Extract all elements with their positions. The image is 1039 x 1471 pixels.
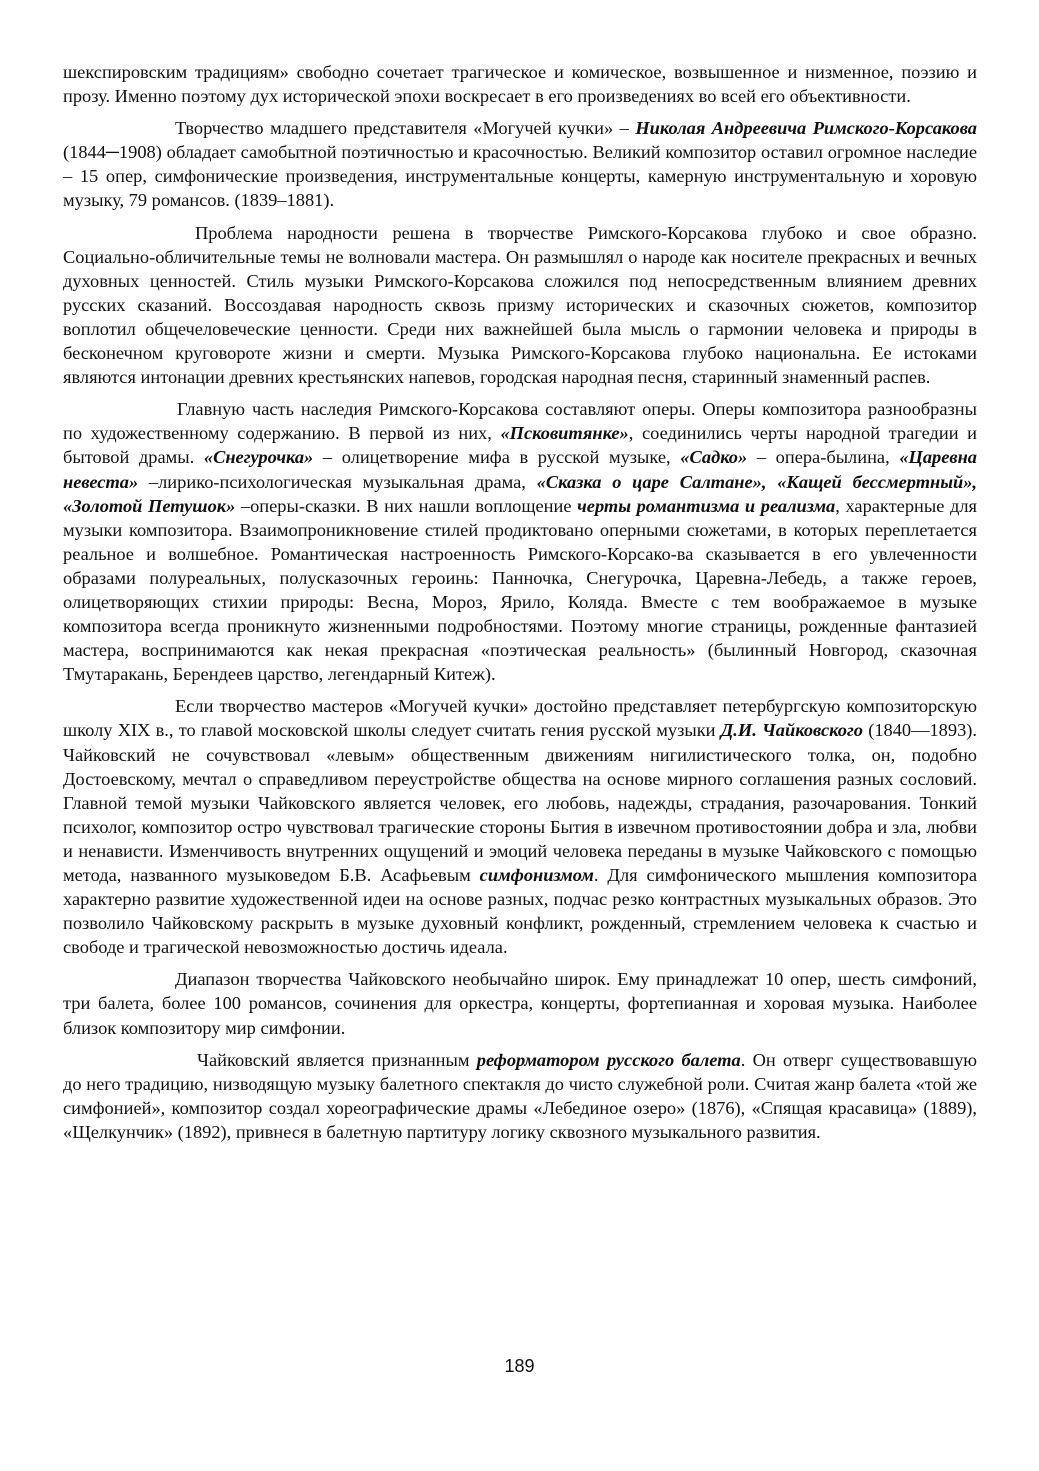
emphasized-text: «Сказка о царе Салтане», «Кащей бессмертный», «Золотой Петушок» — [63, 471, 977, 516]
text-segment: Если творчество мастеров «Могучей кучки» достойно представляет петербургскую композиторскую школу XIX в., то главой московской школы следует считать гения русской музыки — [63, 696, 977, 741]
text-segment: , соединились черты народной трагедии и бытовой драмы. — [63, 423, 978, 468]
document-body — [63, 60, 977, 1152]
paragraph — [63, 694, 977, 959]
text-segment: . Он отверг существовавшую до него традицию, низводящую музыку балетного спектакля до чисто служебной роли. Считая жанр балета «той же симфонией», композитор создал хореографические драмы «Лебединое озеро» (1876), «Спящая красавица» (1889), «Щелкунчик» (1892), привнеся в балетную партитуру логику сквозного музыкального развития. — [63, 1049, 977, 1142]
paragraph — [63, 1048, 977, 1144]
paragraph — [63, 116, 977, 212]
emphasized-text: симфонизмом — [479, 865, 594, 885]
text-segment: . Для симфонического мышления композитора характерно развитие художественной идеи на основе разных, подчас резко контрастных музыкальных образов. Это позволило Чайковскому раскрыть в музыке духовный конфликт, рожденный, стремлением человека к счастью и свободе и трагической невозможностью достичь идеала. — [63, 865, 977, 958]
paragraph — [63, 221, 977, 390]
text-segment: (1844─1908) обладает самобытной поэтичностью и красочностью. Великий композитор оставил огромное наследие – 15 опер, симфонические произведения, инструментальные концерты, камерную инструментальную и хоровую музыку, 79 романсов. (1839–1881). — [63, 142, 977, 211]
text-segment: , характерные для музыки композитора. Взаимопроникновение стилей продиктовано оперными сюжетами, в которых переплетается реальное и волшебное. Романтическая настроенность Римского-Корсако-ва сказывается в его увлеченности образами полуреальных, полусказочных героинь: Панночка, Снегурочка, Царевна-Лебедь, а также героев, олицетворяющих стихии природы: Весна, Мороз, Ярило, Коляда. Вместе с тем воображаемое в музыке композитора всегда проникнуто жизненными подробностями. Поэтому многие страницы, рожденные фантазией мастера, воспринимаются как некая прекрасная «поэтическая реальность» (былинный Новгород, сказочная Тмутаракань, Берендеев царство, легендарный Китеж). — [63, 495, 977, 685]
text-segment: Творчество младшего представителя «Могучей кучки» – — [175, 118, 636, 139]
text-segment: (1840—1893). Чайковский не сочувствовал «левым» общественным движениям нигилистического толка, он, подобно Достоевскому, мечтал о справедливом переустройстве общества на основе мирного соглашения разных сословий. Главной темой музыки Чайковского является человек, его любовь, надежды, страдания, разочарования. Тонкий психолог, композитор остро чувствовал трагические стороны Бытия в извечном противостоянии добра и зла, любви и ненависти. Изменчивость внутренних ощущений и эмоций человека переданы в музыке Чайковского с помощью метода, названного музыковедом Б.В. Асафьевым — [63, 720, 977, 885]
emphasized-text: «Садко» — [680, 447, 748, 468]
page-number: 189 — [504, 1356, 535, 1376]
emphasized-text: черты романтизма и реализма — [577, 495, 836, 516]
emphasized-text: реформатором русского балета — [476, 1049, 741, 1070]
emphasized-text: Д.И. Чайковского — [720, 720, 863, 741]
text-segment: Главную часть наследия Римского-Корсакова составляют оперы. Оперы композитора разнообразны по художественному содержанию. В первой из них, — [63, 399, 977, 444]
text-segment: шекспировским традициям» свободно сочетает трагическое и комическое, возвышенное и низменное, поэзию и прозу. Именно поэтому дух исторической эпохи воскресает в его произведениях во всей его объективности. — [63, 62, 977, 107]
text-segment: Диапазон творчества Чайковского необычайно широк. Ему принадлежат 10 опер, шесть симфоний, три балета, более 100 романсов, сочинения для оркестра, концерты, фортепианная и хоровая музыка. Наиболее близок композитору мир симфонии. — [63, 969, 977, 1038]
paragraph — [63, 967, 977, 1039]
text-segment: –оперы-сказки. В них нашли воплощение — [235, 495, 578, 516]
emphasized-text: «Псковитянке» — [500, 423, 629, 444]
text-segment: Проблема народности решена в творчестве Римского-Корсакова глубоко и свое образно. Социально-обличительные темы не волновали мастера. Он размышлял о народе как носителе прекрасных и вечных духовных ценностей. Стиль музыки Римского-Корсакова сложился под непосредственным влиянием древних русских сказаний. Воссоздавая народность сквозь призму исторических и сказочных сюжетов, композитор воплотил общечеловеческие ценности. Среди них важнейшей была мысль о гармонии человека и природы в бесконечном круговороте жизни и смерти. Музыка Римского-Корсакова глубоко национальна. Ее истоками являются интонации древних крестьянских напевов, городская народная песня, старинный знаменный распев. — [63, 222, 977, 388]
text-segment: – опера-былина, — [747, 447, 900, 468]
text-segment: –лирико-психологическая музыкальная драма, — [138, 471, 537, 492]
emphasized-text: Николая Андреевича Римского-Корсакова — [635, 118, 977, 139]
emphasized-text: «Царевна невеста» — [63, 447, 977, 492]
paragraph — [63, 397, 977, 686]
emphasized-text: «Снегурочка» — [203, 447, 314, 468]
text-segment: Чайковский является признанным — [197, 1049, 477, 1070]
paragraph — [63, 60, 977, 108]
text-segment: – олицетворение мифа в русской музыке, — [313, 447, 681, 468]
